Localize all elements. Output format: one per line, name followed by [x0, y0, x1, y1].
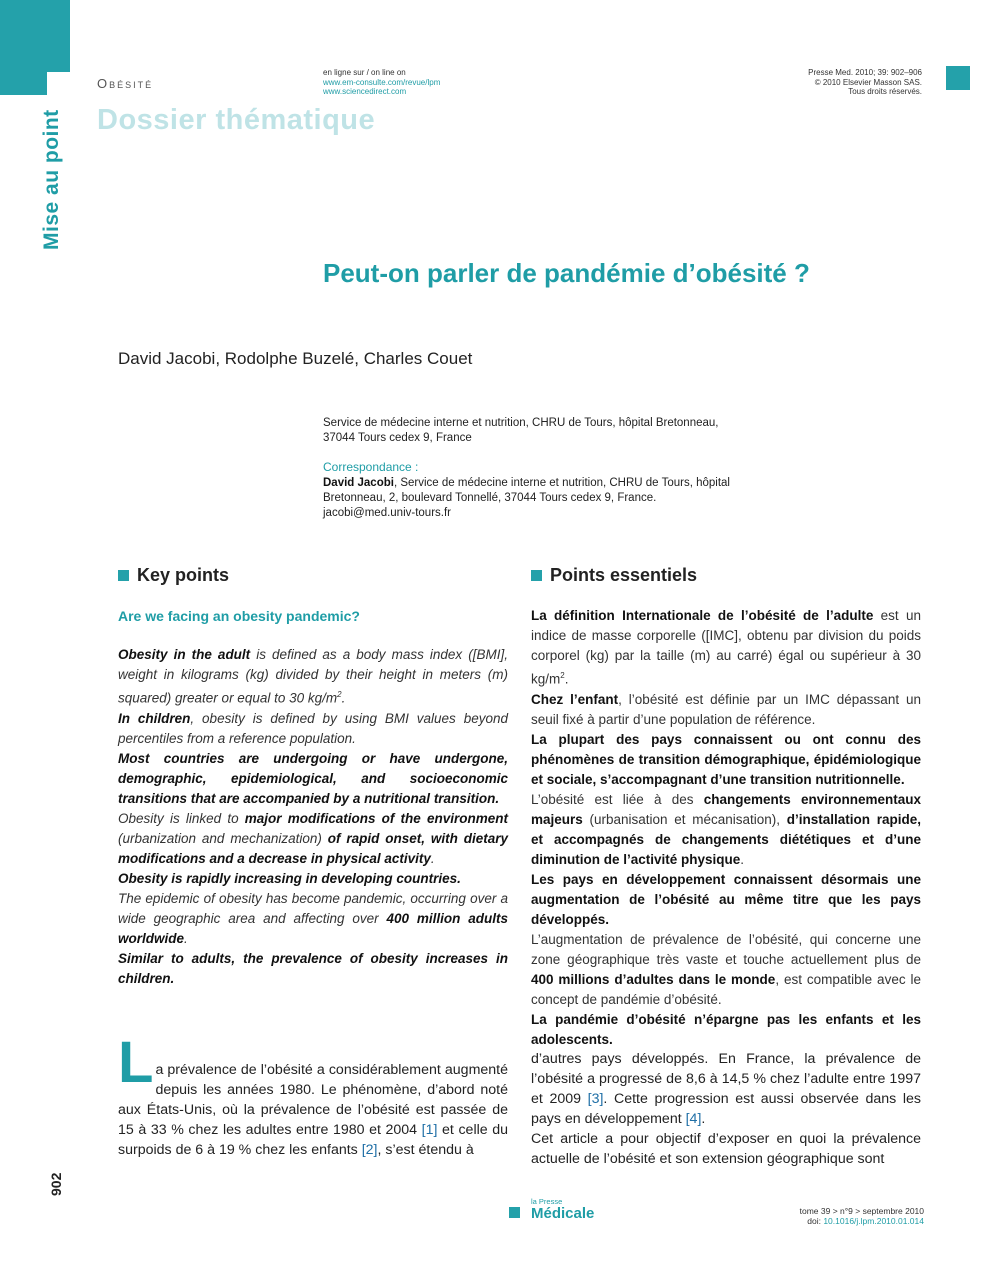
- key-points-title: Key points: [137, 565, 230, 585]
- correspondence: [323, 476, 743, 521]
- corner-notch: [47, 72, 70, 95]
- point-essentiel: La plupart des pays connaissent ou ont connu des phénomènes de transition démographique, épidémiologique et sociale, s’accompagnant d’une transition nutritionnelle.: [531, 731, 921, 787]
- key-points-text: [118, 645, 508, 989]
- reference-link[interactable]: [3]: [587, 1091, 604, 1107]
- square-bullet-icon: [531, 570, 542, 581]
- key-point: Obesity is linked to major modifications of the environment (urbanization and mechanization) of rapid onset, with dietary modifications and a decrease in physical activity.: [118, 810, 508, 866]
- url-em-consulte[interactable]: www.em-consulte.com/revue/lpm: [323, 77, 441, 87]
- logo-big-text: Médicale: [531, 1204, 595, 1222]
- affiliation-line: 37044 Tours cedex 9, France: [323, 432, 472, 444]
- doi-line: doi: 10.1016/j.lpm.2010.01.014: [807, 1216, 924, 1226]
- reference-link[interactable]: [4]: [685, 1111, 702, 1127]
- point-essentiel: La pandémie d’obésité n’épargne pas les enfants et les adolescents.: [531, 1011, 921, 1047]
- journal-citation: Presse Med. 2010; 39: 902–906: [808, 68, 922, 77]
- journal-reference: [682, 68, 922, 97]
- key-point: The epidemic of obesity has become pandemic, occurring over a wide geographic area and affecting over 400 million adults worldwide.: [118, 890, 508, 946]
- square-bullet-icon: [118, 570, 129, 581]
- correspondence-label: Correspondance :: [323, 460, 419, 474]
- point-essentiel: L’augmentation de prévalence de l’obésité, qui concerne une zone géographique très vaste et touche actuellement plus de 400 millions d’adultes dans le monde, est compatible avec le concept de pandémie d’obésité.: [531, 931, 921, 1007]
- body-column-right: d’autres pays développés. En France, la prévalence de l’obésité a progressé de 8,6 à 14,5 % chez l’adulte entre 1997 et 2009 [3]. Cette progression est aussi observée dans les pays en développement [4]. Cet article a pour objectif d’exposer en quoi la prévalence actuelle de l’obésité et son extension géographique sont: [531, 1051, 921, 1167]
- issue-info: tome 39 > n°9 > septembre 2010: [799, 1206, 924, 1216]
- corr-email[interactable]: jacobi@med.univ-tours.fr: [323, 507, 451, 519]
- key-point: Obesity in the adult is defined as a body mass index ([BMI], weight in kilograms (kg) divided by their height in meters (m) squared) greater or equal to 30 $kg/m^2$.: [118, 647, 508, 706]
- points-essentiels-text: [531, 606, 921, 1050]
- vertical-section-label: Mise au point: [40, 109, 63, 250]
- reference-link[interactable]: [1]: [421, 1122, 438, 1138]
- copyright: © 2010 Elsevier Masson SAS.: [814, 77, 922, 87]
- corner-square-right: [946, 66, 970, 90]
- affiliation: [323, 416, 743, 446]
- page-number: 902: [48, 1172, 64, 1196]
- points-essentiels-heading: [531, 565, 697, 586]
- body-column-left: La prévalence de l’obésité a considérablement augmenté depuis les années 1980. Le phénomène, d’abord noté aux États-Unis, où la prévalence de l’obésité est passée de 15 à 33 % chez les adultes entre 1980 et 2004 [1] et celle du surpoids de 6 à 19 % chez les enfants [2], s’est étendu à: [118, 1030, 509, 1158]
- article-title: Peut-on parler de pandémie d’obésité ?: [323, 258, 810, 288]
- online-info: [323, 68, 440, 97]
- key-point: In children, obesity is defined by using BMI values beyond percentiles from a reference population.: [118, 710, 508, 746]
- key-points-subtitle: Are we facing an obesity pandemic?: [118, 608, 360, 624]
- corr-name: David Jacobi: [323, 477, 394, 489]
- affiliation-line: Service de médecine interne et nutrition, CHRU de Tours, hôpital Bretonneau,: [323, 417, 719, 429]
- point-essentiel: Les pays en développement connaissent désormais une augmentation de l’obésité au même titre que les pays développés.: [531, 871, 921, 927]
- logo-square-icon: [509, 1207, 520, 1218]
- key-point: Most countries are undergoing or have undergone, demographic, epidemiological, and socioeconomic transitions that are accompanied by a nutritional transition.: [118, 750, 508, 806]
- url-sciencedirect[interactable]: www.sciencedirect.com: [323, 87, 407, 96]
- corr-address: , Service de médecine interne et nutrition, CHRU de Tours, hôpital Bretonneau, 2, boulevard Tonnellé, 37044 Tours cedex 9, France.: [323, 477, 730, 504]
- online-label: en ligne sur / on line on: [323, 68, 406, 77]
- doi-link[interactable]: 10.1016/j.lpm.2010.01.014: [823, 1216, 924, 1226]
- reference-link[interactable]: [2]: [361, 1142, 378, 1158]
- footer-reference: [664, 1206, 924, 1226]
- point-essentiel: L’obésité est liée à des changements environnementaux majeurs (urbanisation et mécanisation), d’installation rapide, et accompagnés de changements diététiques et d’une diminution de l’activité physique.: [531, 791, 921, 867]
- key-point: Similar to adults, the prevalence of obesity increases in children.: [118, 950, 508, 986]
- points-essentiels-title: Points essentiels: [550, 565, 698, 585]
- authors: David Jacobi, Rodolphe Buzelé, Charles Couet: [118, 349, 473, 368]
- drop-cap: L: [118, 1030, 154, 1095]
- journal-logo: [509, 1198, 594, 1221]
- logo-small-text: la Presse: [531, 1197, 563, 1206]
- rights: Tous droits réservés.: [848, 87, 922, 96]
- point-essentiel: Chez l’enfant, l’obésité est définie par un IMC dépassant un seuil fixé à partir d’une population de référence.: [531, 691, 921, 727]
- body-paragraph: Cet article a pour objectif d’exposer en quoi la prévalence actuelle de l’obésité et son extension géographique sont: [531, 1131, 921, 1167]
- key-points-heading: [118, 565, 229, 586]
- section-label: Obésité: [97, 76, 154, 91]
- key-point: Obesity is rapidly increasing in developing countries.: [118, 870, 461, 886]
- dossier-heading: Dossier thématique: [97, 104, 376, 136]
- point-essentiel: La définition Internationale de l’obésité de l’adulte est un indice de masse corporelle ([IMC], obtenu par division du poids corporel (kg) par la taille (m) au carré) égal ou supérieur à 30 $kg/m^2$.: [531, 608, 921, 687]
